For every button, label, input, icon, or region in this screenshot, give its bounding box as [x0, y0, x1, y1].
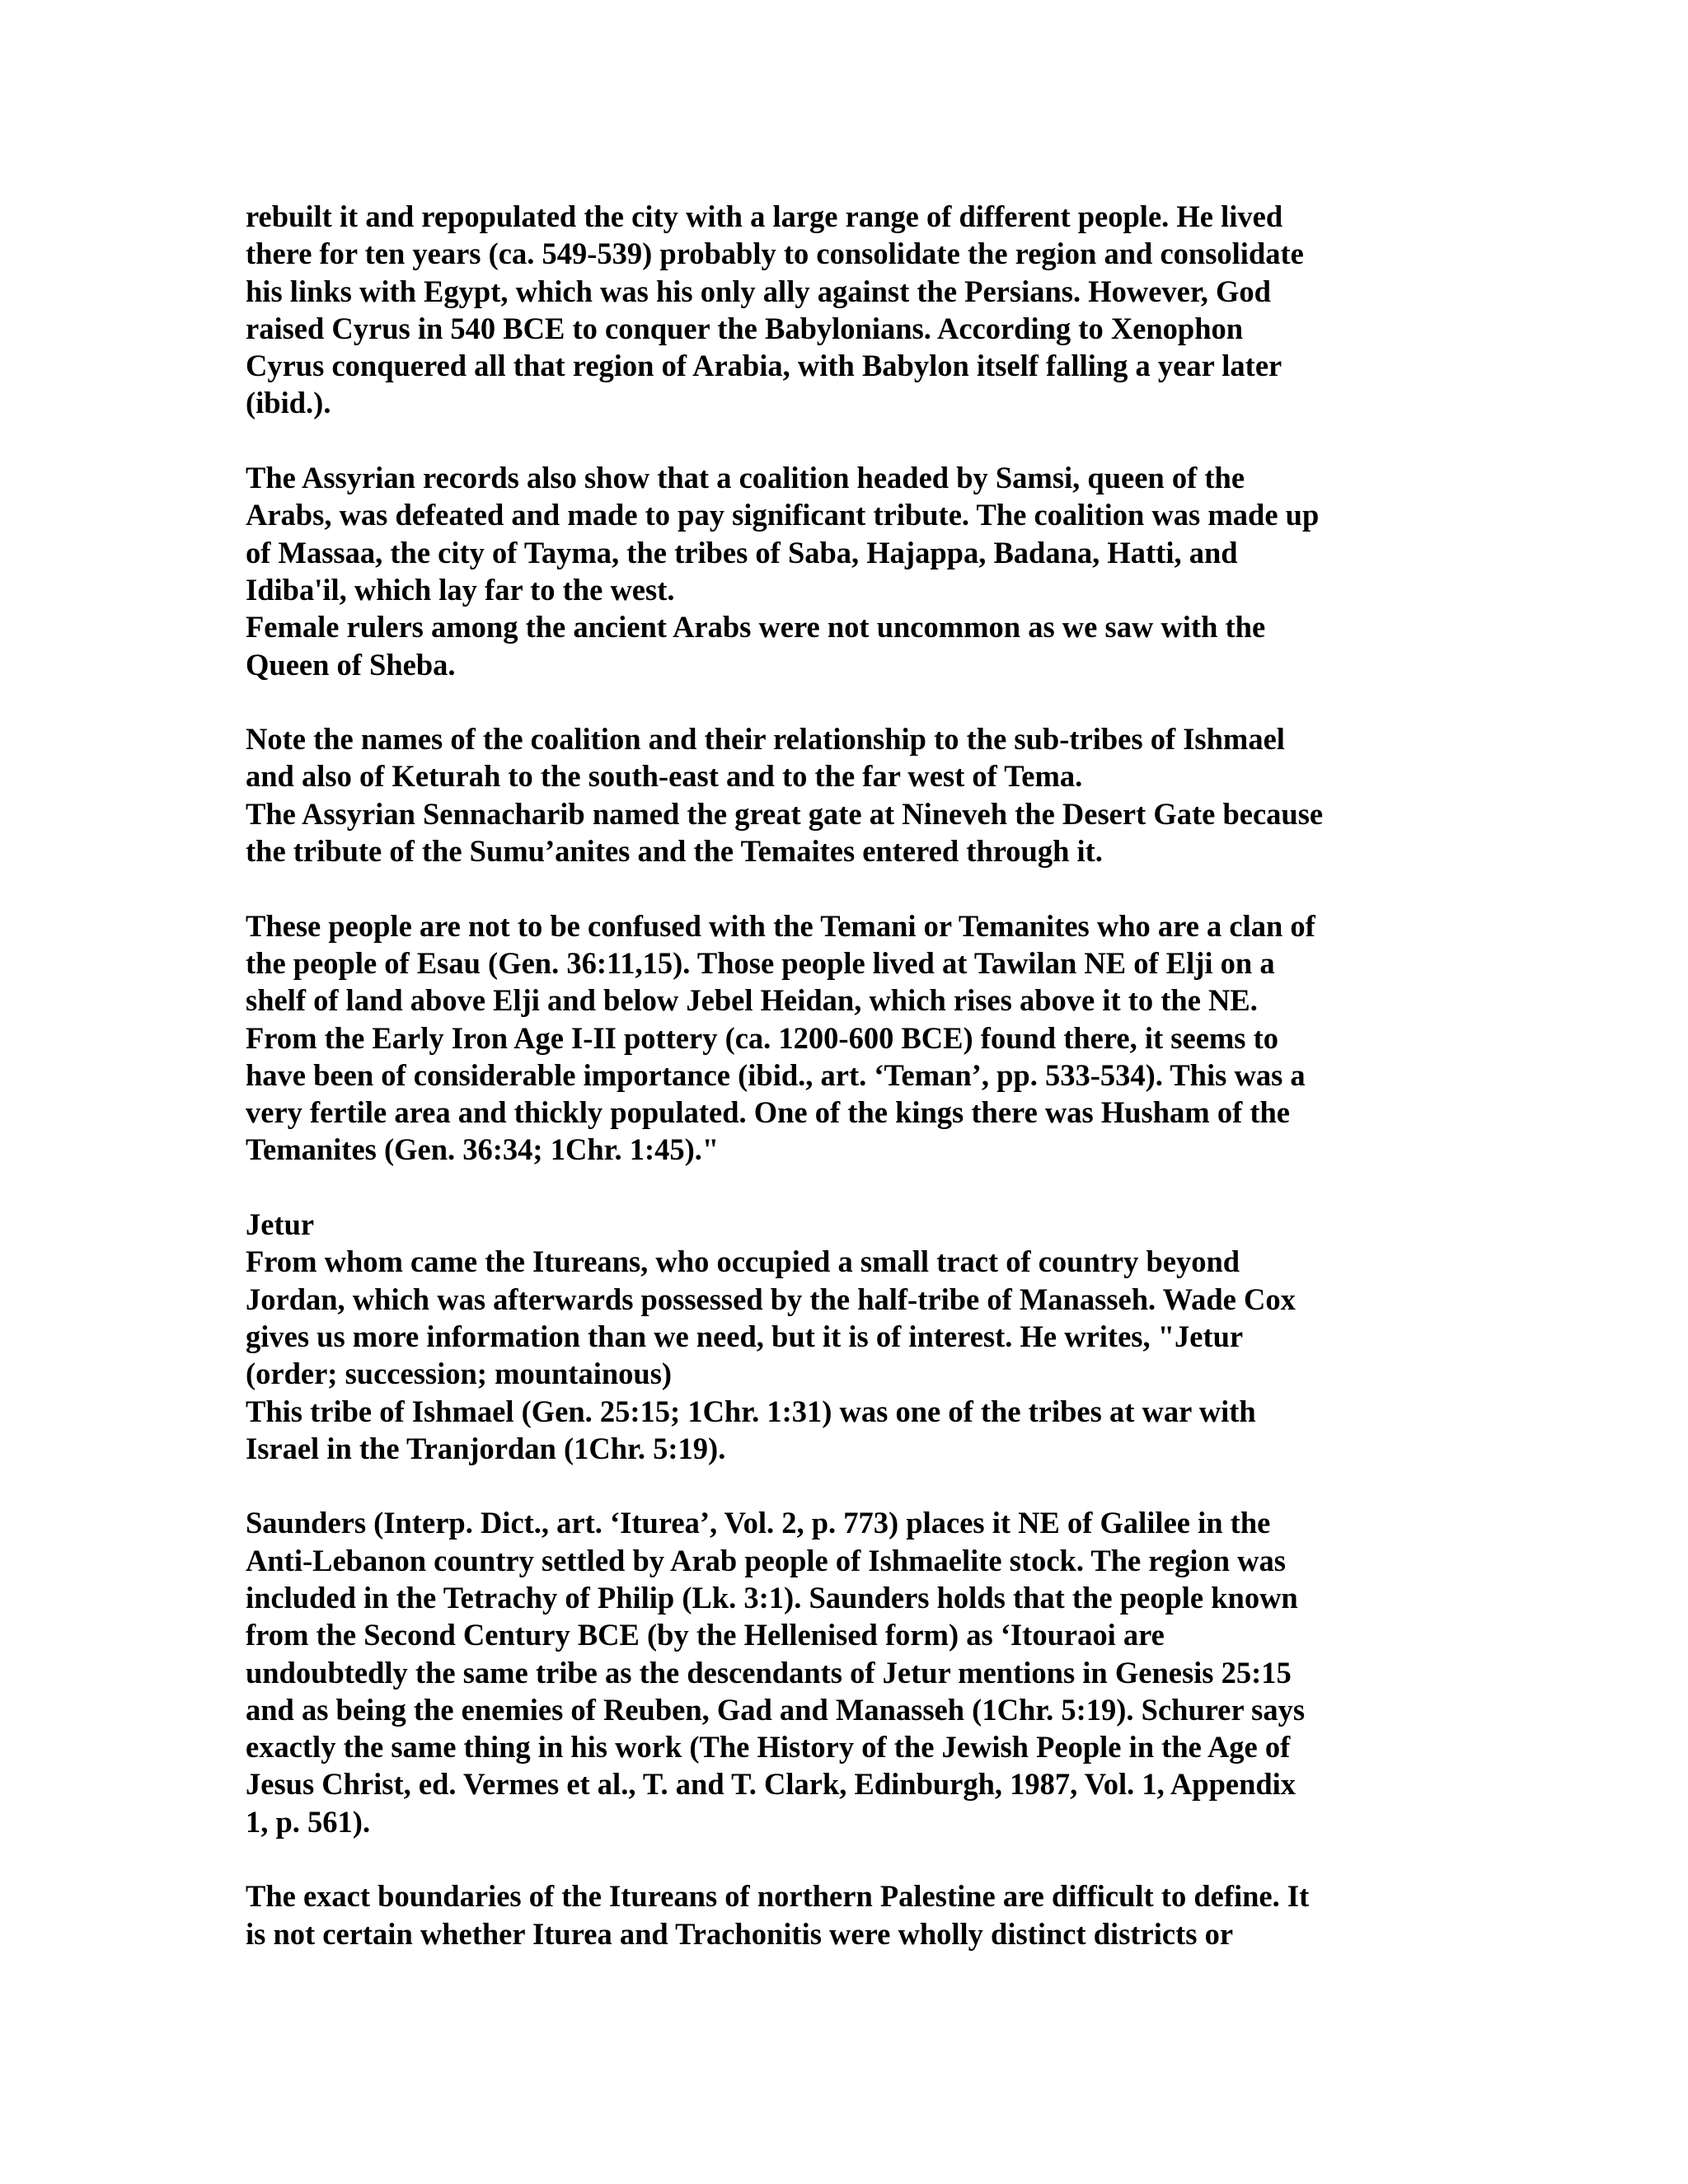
paragraph-iturean-boundaries: [246, 1877, 1457, 1952]
text-line: raised Cyrus in 540 BCE to conquer the Babylonians. According to Xenophon: [246, 311, 1244, 345]
text-line: from the Second Century BCE (by the Hellenised form) as ‘Itouraoi are: [246, 1618, 1165, 1652]
text-line: gives us more information than we need, but it is of interest. He writes, "Jetur: [246, 1319, 1244, 1353]
paragraph-coalition-names: [246, 720, 1457, 795]
text-line: the people of Esau (Gen. 36:11,15). Those people lived at Tawilan NE of Elji on a: [246, 945, 1275, 980]
section-heading-jetur: Jetur: [246, 1207, 315, 1242]
text-line: very fertile area and thickly populated. One of the kings there was Husham of the: [246, 1095, 1291, 1130]
text-line: have been of considerable importance (ibid., art. ‘Teman’, pp. 533-534). This was a: [246, 1057, 1306, 1092]
text-line: exactly the same thing in his work (The History of the Jewish People in the Age of: [246, 1730, 1291, 1765]
text-line: The exact boundaries of the Itureans of northern Palestine are difficult to define. It: [246, 1879, 1310, 1914]
paragraph-nabonidus-tema: [246, 198, 1457, 422]
text-line: From the Early Iron Age I-II pottery (ca. 1200-600 BCE) found there, it seems to: [246, 1020, 1279, 1055]
text-line: Note the names of the coalition and their relationship to the sub-tribes of Ishmael: [246, 722, 1285, 757]
text-line: 1, p. 561).: [246, 1804, 371, 1839]
text-line: Idiba'il, which lay far to the west.: [246, 572, 675, 607]
text-line: of Massaa, the city of Tayma, the tribes of Saba, Hajappa, Badana, Hatti, and: [246, 535, 1238, 569]
text-line: Temanites (Gen. 36:34; 1Chr. 1:45).": [246, 1132, 720, 1167]
text-line: These people are not to be confused with the Temani or Temanites who are a clan of: [246, 908, 1315, 943]
text-line: Arabs, was defeated and made to pay significant tribute. The coalition was made up: [246, 498, 1320, 532]
text-line: the tribute of the Sumu’anites and the Temaites entered through it.: [246, 834, 1103, 869]
text-line: there for ten years (ca. 549-539) probably to consolidate the region and consolidate: [246, 237, 1304, 271]
text-line: From whom came the Itureans, who occupied a small tract of country beyond: [246, 1244, 1240, 1279]
text-line: is not certain whether Iturea and Trachonitis were wholly distinct districts or: [246, 1916, 1234, 1951]
paragraph-female-rulers: [246, 608, 1457, 683]
text-line: The Assyrian Sennacharib named the great gate at Nineveh the Desert Gate because: [246, 796, 1324, 831]
text-line: The Assyrian records also show that a coalition headed by Samsi, queen of the: [246, 461, 1245, 495]
text-line: Cyrus conquered all that region of Arabia, with Babylon itself falling a year later: [246, 349, 1282, 383]
text-line: shelf of land above Elji and below Jebel Heidan, which rises above it to the NE.: [246, 983, 1258, 1018]
text-line: and as being the enemies of Reuben, Gad and Manasseh (1Chr. 5:19). Schurer says: [246, 1692, 1306, 1727]
body-text: [246, 198, 1457, 1952]
text-line: Jordan, which was afterwards possessed by the half-tribe of Manasseh. Wade Cox: [246, 1282, 1296, 1316]
paragraph-assyrian-records: [246, 459, 1457, 608]
text-line: included in the Tetrachy of Philip (Lk. 3:1). Saunders holds that the people known: [246, 1580, 1298, 1615]
text-line: This tribe of Ishmael (Gen. 25:15; 1Chr. 1:31) was one of the tribes at war with: [246, 1394, 1256, 1428]
text-line: his links with Egypt, which was his only ally against the Persians. However, God: [246, 274, 1271, 308]
paragraph-jetur: [246, 1206, 1457, 1467]
text-line: Israel in the Tranjordan (1Chr. 5:19).: [246, 1431, 726, 1465]
text-line: Anti-Lebanon country settled by Arab people of Ishmaelite stock. The region was: [246, 1543, 1286, 1577]
text-line: and also of Keturah to the south-east and to the far west of Tema.: [246, 759, 1083, 794]
paragraph-temanites: [246, 907, 1457, 1169]
text-line: Jesus Christ, ed. Vermes et al., T. and T. Clark, Edinburgh, 1987, Vol. 1, Appendix: [246, 1767, 1296, 1802]
text-line: (order; succession; mountainous): [246, 1357, 673, 1391]
text-line: (ibid.).: [246, 386, 331, 420]
text-line: Queen of Sheba.: [246, 647, 456, 682]
paragraph-saunders: [246, 1504, 1457, 1840]
text-line: undoubtedly the same tribe as the descendants of Jetur mentions in Genesis 25:15: [246, 1655, 1292, 1690]
text-line: Female rulers among the ancient Arabs were not uncommon as we saw with the: [246, 610, 1266, 644]
text-line: Saunders (Interp. Dict., art. ‘Iturea’, Vol. 2, p. 773) places it NE of Galilee in the: [246, 1506, 1271, 1540]
paragraph-desert-gate: [246, 795, 1457, 870]
text-line: rebuilt it and repopulated the city with a large range of different people. He lived: [246, 199, 1283, 233]
